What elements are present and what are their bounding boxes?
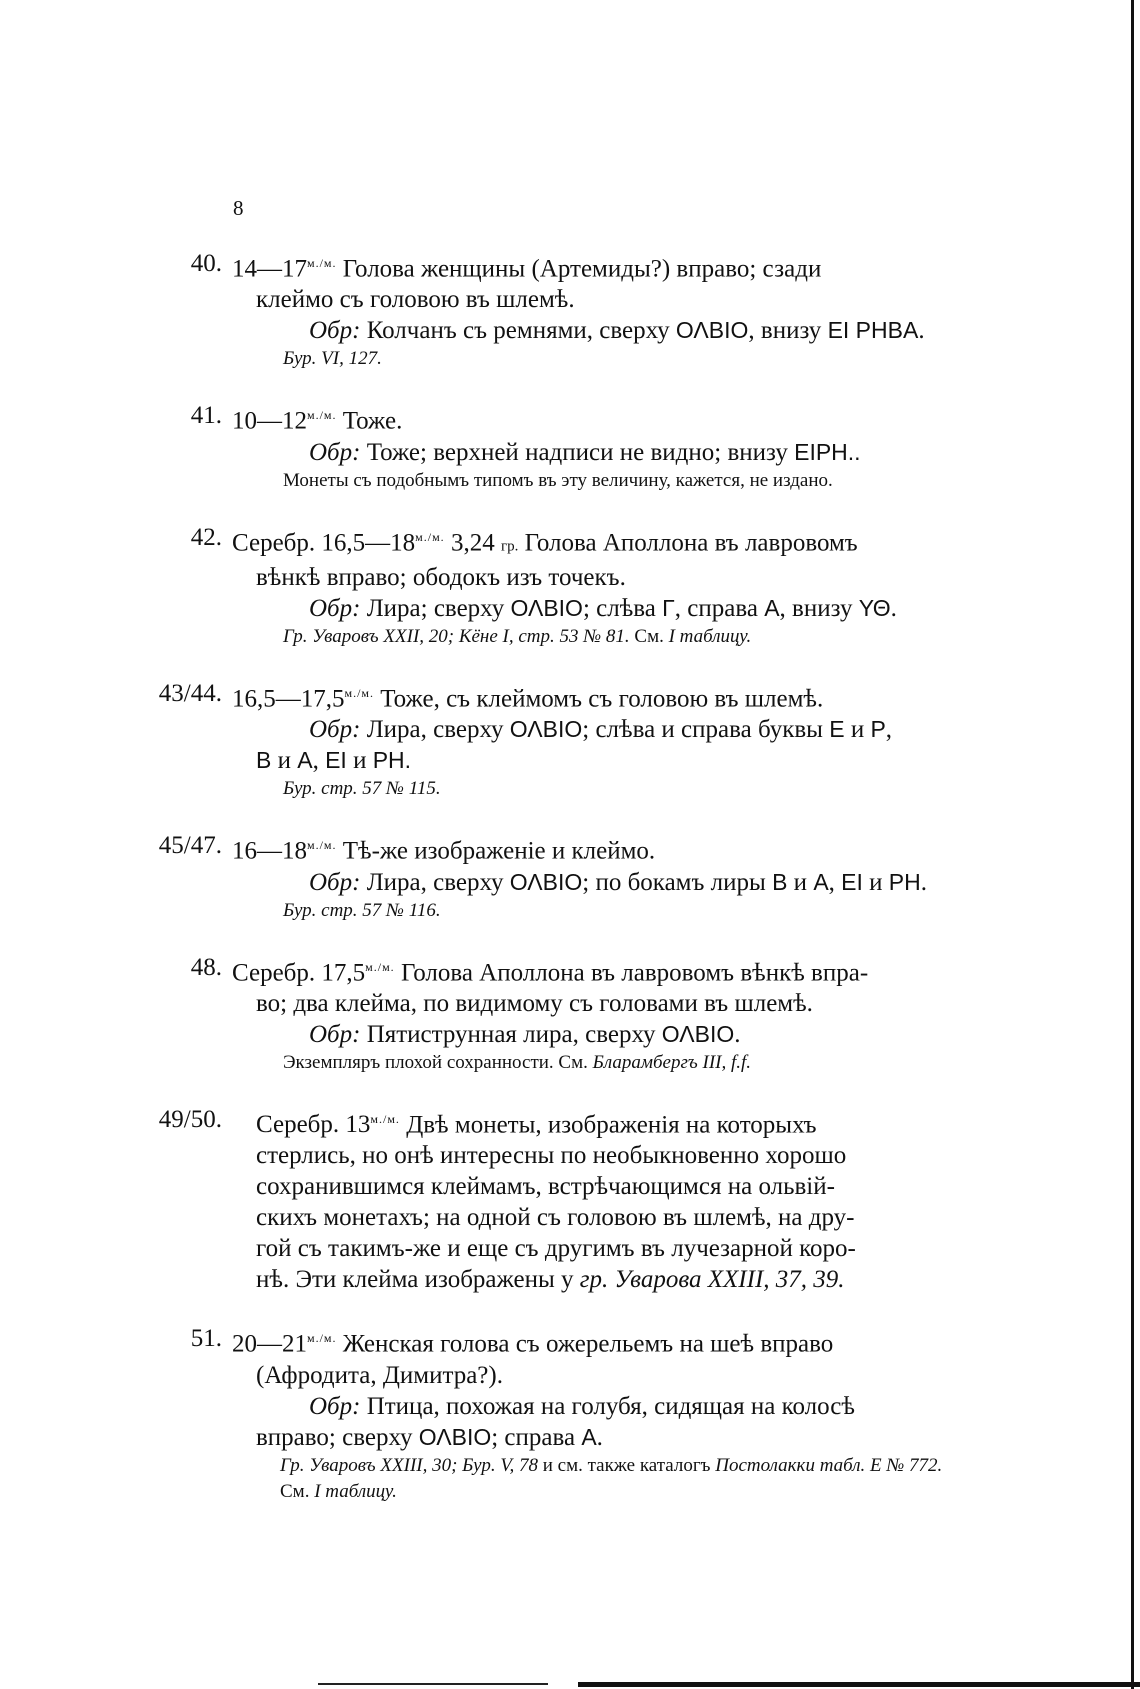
bottom-rule (578, 1682, 1140, 1687)
page-number: 8 (233, 196, 244, 220)
entry-reverse: Обр: Колчанъ съ ремнями, сверху ΟΛΒΙΟ, внизу ΕΙ ΡΗΒΑ. (309, 317, 925, 345)
entry-number: 41. (190, 402, 222, 430)
entry-reverse: Обр: Тоже; верхней надписи не видно; внизу ΕΙΡΗ.. (309, 438, 861, 466)
entry-description: Голова Аполлона въ лавровомъ (524, 528, 858, 556)
page-edge-line (1131, 0, 1134, 1689)
entry-reverse: Обр: Лира, сверху ΟΛΒΙΟ; по бокамъ лиры Β и Α, ΕΙ и ΡΗ. (309, 868, 927, 896)
entry-description: Женская голова съ ожерельемъ на шеѣ вправо (342, 1330, 834, 1358)
entry-description: Голова Аполлона въ лавровомъ вѣнкѣ впра- (400, 958, 869, 986)
catalog-entry-41: 41. $10—12^{м./м.}$ Тоже. Обр: Тоже; верхней надписи не видно; внизу ΕΙΡΗ.. Монеты съ подобнымъ типомъ въ эту величину, кажется, не издано. (232, 400, 964, 493)
entry-description: Голова женщины (Артемиды?) вправо; сзади (342, 255, 822, 283)
reverse-label: Обр: (309, 317, 361, 345)
reverse-label: Обр: (309, 594, 361, 622)
entry-number: 40. (190, 250, 222, 277)
entry-size: 16,5—17,5 (232, 685, 345, 713)
entry-number: 42. (190, 523, 222, 551)
catalog-entry-48: 48. Серебр. $17,5^{м./м.}$ Голова Аполлона въ лавровомъ вѣнкѣ впра- во; два клейма, по видимому съ головами въ шлемѣ. Обр: Пятиструнная лира, сверху ΟΛΒΙΟ. Экземпляръ плохой сохранности. См. Бларамбергъ III, f.f. (232, 952, 964, 1076)
catalog-entry-51: 51. $20—21^{м./м.}$ Женская голова съ ожерельемъ на шеѣ вправо (Афродита, Димитра?). Обр: Птица, похожая на голубя, сидящая на колосѣ вправо; сверху ΟΛΒΙΟ; справа Α. Гр. Уваровъ XXIII, 30; Бур. V, 78 и см. также каталогъ Постолакки табл. Е № 772. См. I таблицу. (232, 1323, 964, 1504)
entry-reverse: Обр: Лира; сверху ΟΛΒΙΟ; слѣва Γ, справа Α, внизу ΥΘ. (309, 594, 897, 622)
entry-number: 43/44. (158, 679, 222, 707)
entry-description-cont: клеймо съ головою въ шлемѣ. (256, 286, 575, 314)
entry-reference: Бур. VI, 127. (283, 348, 382, 370)
entry-description: Тѣ-же изображенiе и клеймо. (342, 837, 656, 865)
entry-size: 14—17 (232, 255, 307, 283)
entry-number: 49/50. (158, 1105, 222, 1133)
entry-reference: Бур. стр. 57 № 115. (283, 778, 441, 800)
reverse-label: Обр: (309, 438, 361, 466)
size-unit: м./м. (307, 256, 337, 270)
entry-reference: Гр. Уваровъ XXIII, 30; Бур. V, 78 и см. также каталогъ Постолакки табл. Е № 772. См. I таблицу. (280, 1454, 943, 1502)
entry-number: 45/47. (158, 832, 222, 860)
entry-number: 51. (190, 1325, 222, 1353)
entry-description: Тоже, съ клеймомъ съ головою въ шлемѣ. (380, 685, 824, 713)
reverse-label: Обр: (309, 716, 361, 744)
catalog-entry-49-50: 49/50. Серебр. $13^{м./м.}$ Двѣ монеты, изображенiя на которыхъ стерлись, но онѣ интересны по необыкновенно хорошо сохранившимся клеймамъ, встрѣчающимся на ольвiй- скихъ монетахъ; на одной съ головою въ шлемѣ, на дру- гой съ такимъ-же и еще съ другимъ въ лучезарной коро- нѣ. Эти клейма изображены у гр. Уварова XXIII, 37, 39. (158, 1105, 856, 1294)
bottom-rule-thin (318, 1683, 548, 1685)
entry-size: 16—18 (232, 837, 307, 865)
reverse-label: Обр: (309, 1020, 361, 1048)
entry-size: 10—12 (232, 407, 307, 435)
inscription: ΕΙΡΗ.. (794, 438, 861, 465)
entry-reference: Бур. стр. 57 № 116. (283, 899, 441, 921)
entry-reverse: Обр: Лира, сверху ΟΛΒΙΟ; слѣва и справа буквы Ε и Ρ, (309, 716, 893, 744)
catalog-entry-40 (190, 248, 964, 372)
inscription: ΕΙ ΡΗΒΑ (827, 317, 919, 344)
entry-reference: Гр. Уваровъ XXII, 20; Кёне I, стр. 53 № 81. См. I таблицу. (283, 625, 752, 647)
reverse-label: Обр: (309, 1392, 361, 1420)
entry-note: Монеты съ подобнымъ типомъ въ эту величину, кажется, не издано. (283, 469, 833, 491)
catalog-entry-45-47: 45/47. $16—18^{м./м.}$ Тѣ-же изображенiе и клеймо. Обр: Лира, сверху ΟΛΒΙΟ; по бокамъ лиры Β и Α, ΕΙ и ΡΗ. Бур. стр. 57 № 116. (232, 830, 964, 923)
catalog-entry-42: 42. Серебр. $16,5—18^{м./м.}$ 3,24 гр. Голова Аполлона въ лавровомъ вѣнкѣ вправо; ободокъ изъ точекъ. Обр: Лира; сверху ΟΛΒΙΟ; слѣва Γ, справа Α, внизу ΥΘ. Гр. Уваровъ XXII, 20; Кёне I, стр. 53 № 81. См. I таблицу. (232, 522, 964, 650)
entry-description: Двѣ монеты, изображенiя на которыхъ (406, 1111, 817, 1139)
entry-size: Серебр. 17,5 (232, 958, 366, 986)
entry-size: Серебр. 13 (256, 1111, 371, 1139)
catalog-entry-43-44: 43/44. $16,5—17,5^{м./м.}$ Тоже, съ клеймомъ съ головою въ шлемѣ. Обр: Лира, сверху ΟΛΒΙΟ; слѣва и справа буквы Ε и Ρ, Β и Α, ΕΙ и ΡΗ. Бур. стр. 57 № 115. (232, 678, 964, 802)
catalog-content (158, 248, 964, 1533)
entry-description: Тоже. (342, 407, 403, 435)
entry-number: 48. (190, 953, 222, 981)
entry-size: Серебр. 16,5—18 (232, 528, 416, 556)
entry-reverse: Обр: Пятиструнная лира, сверху ΟΛΒΙΟ. (309, 1020, 741, 1048)
entry-size: 20—21 (232, 1330, 307, 1358)
entry-weight: 3,24 (450, 528, 495, 556)
entry-note: Экземпляръ плохой сохранности. См. Бларамбергъ III, f.f. (283, 1051, 752, 1073)
inscription: ΟΛΒΙΟ (675, 317, 749, 344)
reverse-label: Обр: (309, 868, 361, 896)
entry-reverse: Обр: Птица, похожая на голубя, сидящая на колосѣ (309, 1392, 855, 1420)
